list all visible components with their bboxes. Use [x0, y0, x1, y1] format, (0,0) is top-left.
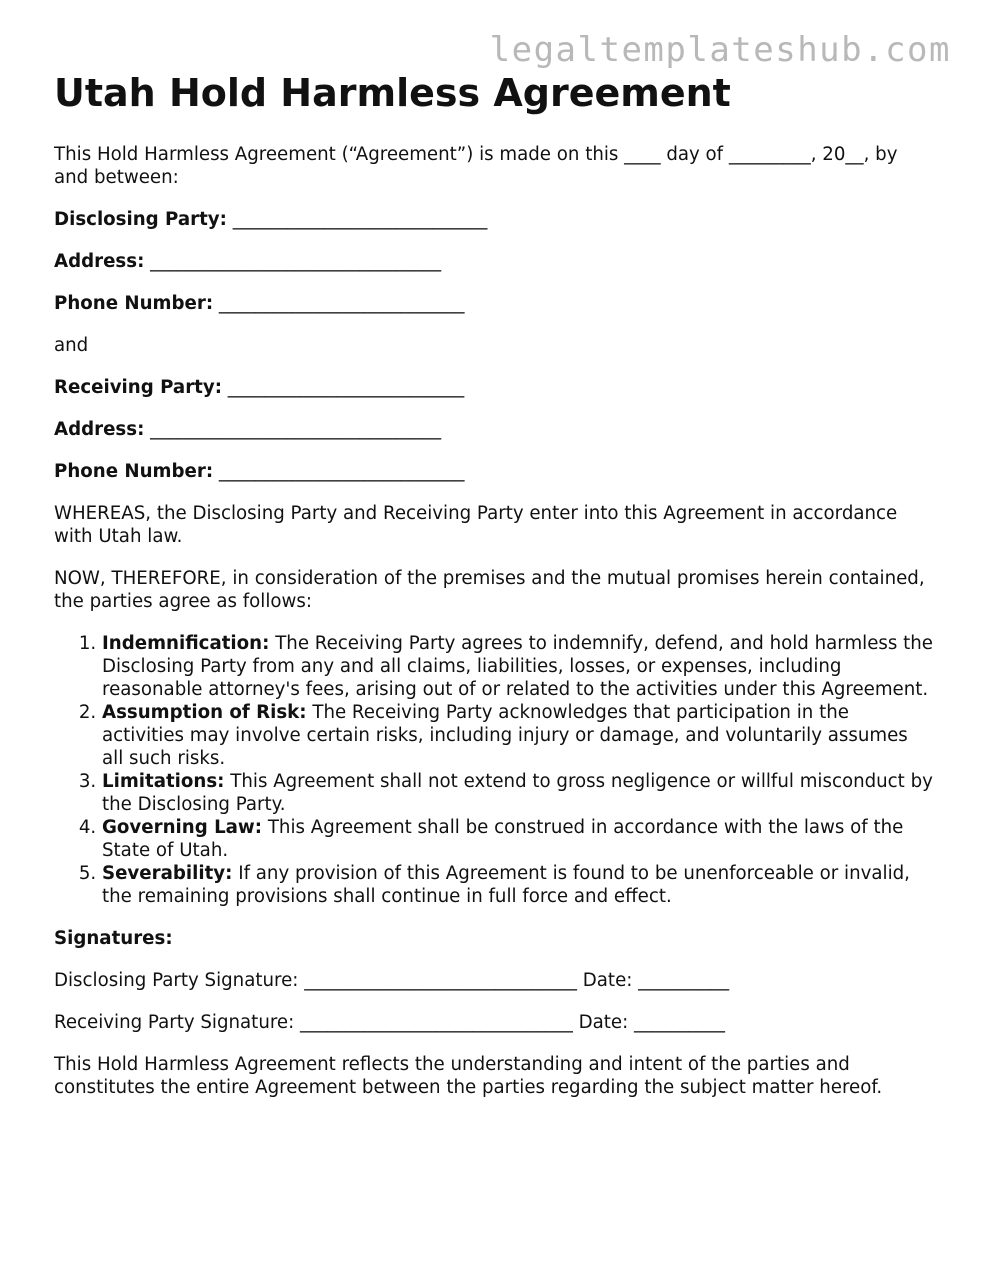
disclosing-phone-label: Phone Number:	[54, 293, 214, 314]
clause-term: Indemnification:	[102, 633, 270, 654]
clause-item	[102, 770, 934, 816]
receiving-phone-blank: ___________________________	[218, 461, 465, 482]
whereas-paragraph: WHEREAS, the Disclosing Party and Receiving Party enter into this Agreement in accordance with Utah law.	[54, 503, 898, 547]
now-therefore-paragraph: NOW, THEREFORE, in consideration of the premises and the mutual promises herein contained, the parties agree as follows:	[54, 568, 925, 612]
clause-term: Assumption of Risk:	[102, 702, 307, 723]
disclosing-address-blank: ________________________________	[150, 251, 442, 272]
clause-text: If any provision of this Agreement is found to be unenforceable or invalid, the remaining provisions shall continue in full force and effect.	[102, 863, 910, 907]
receiving-address-label: Address:	[54, 419, 145, 440]
disclosing-party-phone-field	[54, 292, 934, 315]
disclosing-party-blank: ____________________________	[232, 209, 488, 230]
clause-text: This Agreement shall be construed in accordance with the laws of the State of Utah.	[102, 817, 904, 861]
intro-paragraph: This Hold Harmless Agreement (“Agreement”) is made on this ____ day of _________, 20__, by and between:	[54, 144, 898, 188]
watermark: legaltemplateshub.com	[489, 30, 951, 70]
disclosing-address-label: Address:	[54, 251, 145, 272]
connector-text: and	[54, 335, 89, 356]
disclosing-phone-blank: ___________________________	[218, 293, 465, 314]
disclosing-party-address-field	[54, 250, 934, 273]
clause-item	[102, 701, 934, 770]
receiving-party-blank: __________________________	[227, 377, 465, 398]
clause-term: Severability:	[102, 863, 233, 884]
clause-term: Governing Law:	[102, 817, 263, 838]
document-page	[54, 70, 934, 1118]
clause-item	[102, 632, 934, 701]
document-title: Utah Hold Harmless Agreement	[54, 71, 731, 115]
receiving-signature-line: Receiving Party Signature: ______________________________ Date: __________	[54, 1012, 725, 1033]
clause-item	[102, 816, 934, 862]
receiving-party-address-field	[54, 418, 934, 441]
receiving-phone-label: Phone Number:	[54, 461, 214, 482]
clause-item	[102, 862, 934, 908]
clause-text: The Receiving Party acknowledges that participation in the activities may involve certain risks, including injury or damage, and voluntarily assumes all such risks.	[102, 702, 908, 769]
disclosing-party-name-field	[54, 208, 934, 231]
disclosing-signature-line: Disclosing Party Signature: ______________________________ Date: __________	[54, 970, 730, 991]
receiving-party-label: Receiving Party:	[54, 377, 222, 398]
receiving-party-name-field	[54, 376, 934, 399]
clauses-list	[54, 632, 934, 908]
receiving-address-blank: ________________________________	[150, 419, 442, 440]
signatures-heading: Signatures:	[54, 928, 173, 949]
clause-text: The Receiving Party agrees to indemnify, defend, and hold harmless the Disclosing Party from any and all claims, liabilities, losses, or expenses, including reasonable attorney's fees, arising out of or related to the activities under this Agreement.	[102, 633, 933, 700]
receiving-party-phone-field	[54, 460, 934, 483]
clause-term: Limitations:	[102, 771, 225, 792]
clause-text: This Agreement shall not extend to gross negligence or willful misconduct by the Disclosing Party.	[102, 771, 933, 815]
closing-paragraph: This Hold Harmless Agreement reflects the understanding and intent of the parties and constitutes the entire Agreement between the parties regarding the subject matter hereof.	[54, 1054, 883, 1098]
disclosing-party-label: Disclosing Party:	[54, 209, 227, 230]
